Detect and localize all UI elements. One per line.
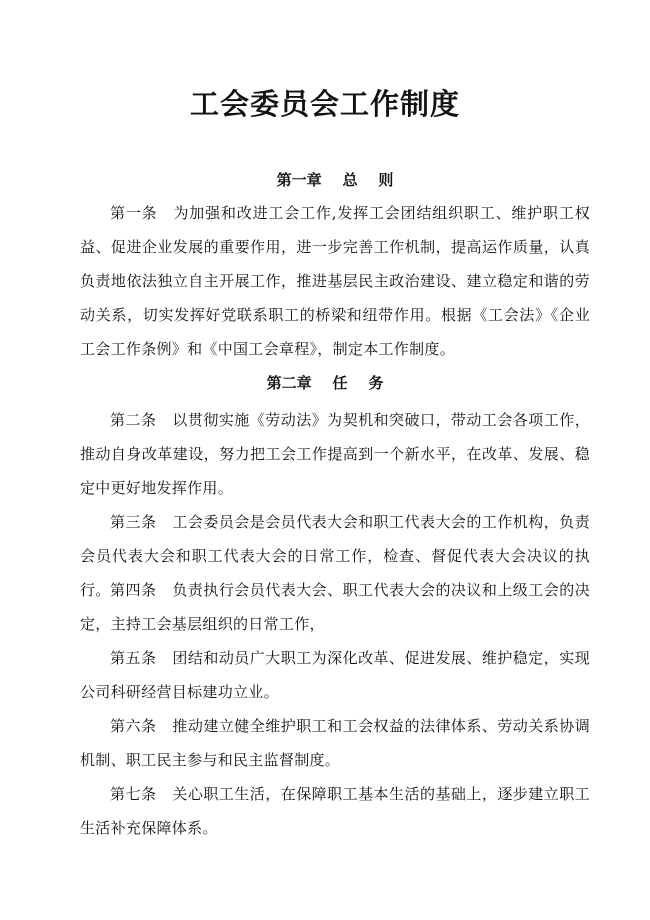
article-label: 第七条 (110, 785, 157, 803)
article-paragraph (80, 709, 590, 777)
article-paragraph (80, 403, 590, 505)
article-label: 第六条 (110, 717, 157, 735)
chapter-heading-tasks: 第二章 任 务 (266, 374, 384, 392)
article-text: 推动建立健全维护职工和工会权益的法律体系、劳动关系协调机制、职工民主参与和民主监督制度。 (80, 717, 590, 769)
article-text: 为加强和改进工会工作,发挥工会团结组织职工、维护职工权益、促进企业发展的重要作用，进一步完善工作机制，提高运作质量，认真负责地依法独立自主开展工作，推进基层民主政治建设、建立稳定和谐的劳动关系，切实发挥好党联系职工的桥梁和纽带作用。根据《工会法》《企业工会工作条例》和《中国工会章程》，制定本工作制度。 (80, 204, 590, 358)
article-paragraph (80, 573, 590, 641)
article-label: 第四条 (110, 581, 157, 599)
article-text: 工会委员会是会员代表大会和职工代表大会的工作机构，负责会员代表大会和职工代表大会的日常工作，检查、督促代表大会决议的执行。 (80, 513, 590, 599)
article-paragraph (80, 777, 590, 845)
article-text: 关心职工生活，在保障职工基本生活的基础上，逐步建立职工生活补充保障体系。 (80, 785, 590, 837)
article-label: 第五条 (110, 649, 157, 667)
article-paragraph (80, 196, 590, 366)
article-text: 团结和动员广大职工为深化改革、促进发展、维护稳定，实现公司科研经营目标建功立业。 (80, 649, 590, 701)
article-text: 负责执行会员代表大会、职工代表大会的决议和上级工会的决定，主持工会基层组织的日常工作， (80, 581, 590, 633)
chapter-heading-general: 第一章 总 则 (276, 171, 394, 189)
article-label: 第二条 (110, 411, 157, 429)
document-title: 工会委员会工作制度 (189, 87, 460, 121)
article-paragraph (80, 641, 590, 709)
article-text: 以贯彻实施《劳动法》为契机和突破口，带动工会各项工作，推动自身改革建设，努力把工会工作提高到一个新水平，在改革、发展、稳定中更好地发挥作用。 (80, 411, 590, 497)
article-label: 第三条 (110, 513, 157, 531)
article-label: 第一条 (110, 204, 158, 222)
